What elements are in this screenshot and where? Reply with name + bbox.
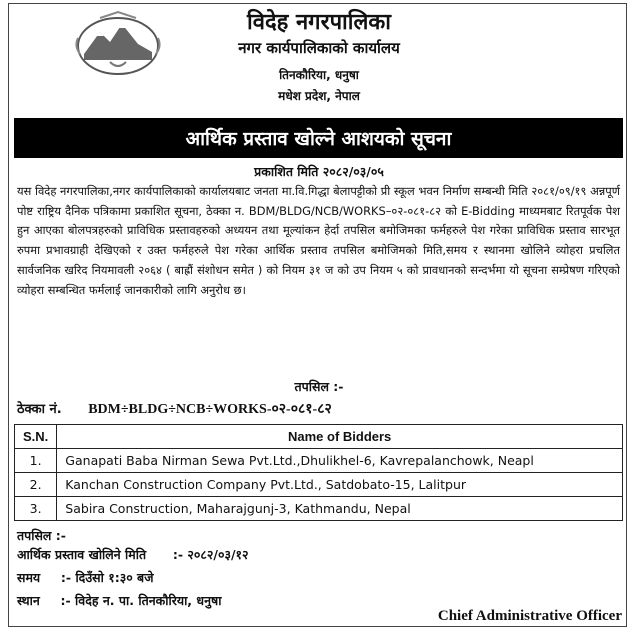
bidder-name: Kanchan Construction Company Pvt.Ltd., Satdobato-15, Lalitpur xyxy=(57,473,623,497)
bidders-table xyxy=(14,424,623,521)
time-label: समय xyxy=(17,570,41,585)
row-sn: 3. xyxy=(15,497,57,521)
notice-body: यस विदेह नगरपालिका,नगर कार्यपालिकाको कार्यालयबाट जनता मा.वि.गिद्धा बेलापट्टीको प्री स्कूल भवन निर्माण सम्बन्धी मिति २०८१/०९/१९ अन्नपूर्ण पोष्ट राष्ट्रिय दैनिक पत्रिकामा प्रकाशित सूचना, ठेक्का न. BDM/BLDG/NCB/WORKS–०२-०८१-८२ को E-Bidding माध्यमबाट रितपूर्वक पेश हुन आएका बोलपत्रहरुको प्राविधिक प्रस्तावहरुको अध्ययन तथा मूल्यांकन हेर्दा तपसिल बमोजिमका फर्महरुले पेश गरेका प्राविधिक प्रस्ताव सारभूत रुपमा प्रभावग्राही देखिएको र उक्त फर्महरुले पेश गरेका आर्थिक प्रस्ताव तपसिल बमोजिमको मिति,समय र स्थानमा खोलिने व्योहरा प्रचलित सार्वजनिक खरिद नियमावली २०६४ ( बाह्रौं संशोधन समेत ) को नियम ३१ ज को उप नियम ५ को प्रावधानको सन्दर्भमा यो सूचना सम्प्रेषण गरिएको व्योहरा सम्बन्धित फर्मलाई जानकारीको लागि अनुरोध छ। xyxy=(17,184,620,297)
notice-title: आर्थिक प्रस्ताव खोल्ने आशयको सूचना xyxy=(185,128,452,150)
place-line xyxy=(17,592,222,609)
row-sn: 2. xyxy=(15,473,57,497)
published-date: प्रकाशित मिति २०८२/०३/०५ xyxy=(254,164,384,179)
contract-line xyxy=(17,399,332,418)
row-sn: 1. xyxy=(15,449,57,473)
contract-label: ठेक्का नं. xyxy=(17,402,62,417)
contract-number: BDM÷BLDG÷NCB÷WORKS-०२-०८१-८२ xyxy=(88,402,332,417)
opening-date-line xyxy=(17,546,249,563)
signatory-title: Chief Administrative Officer xyxy=(437,608,622,624)
table-row xyxy=(15,497,623,521)
place-value: :- विदेह न. पा. तिनकौरिया, धनुषा xyxy=(60,593,222,608)
sn-header: S.N. xyxy=(15,425,57,449)
opening-date-value: :- २०८२/०३/१२ xyxy=(172,547,249,562)
notice-title-banner xyxy=(14,118,623,158)
time-value: :- दिउँसो १:३० बजे xyxy=(60,570,154,585)
time-line xyxy=(17,569,153,586)
bidder-name: Sabira Construction, Maharajgunj-3, Kathmandu, Nepal xyxy=(57,497,623,521)
province-line: मधेश प्रदेश, नेपाल xyxy=(278,89,360,103)
opening-date-label: आर्थिक प्रस्ताव खोलिने मिति xyxy=(17,547,147,562)
tapasil-heading: तपसिल :- xyxy=(294,379,344,394)
place-label: स्थान xyxy=(17,593,40,608)
table-row xyxy=(15,449,623,473)
bidder-name: Ganapati Baba Nirman Sewa Pvt.Ltd.,Dhulikhel-6, Kavrepalanchowk, Neapl xyxy=(57,449,623,473)
bidders-header: Name of Bidders xyxy=(57,425,623,449)
footer-tapasil: तपसिल :- xyxy=(17,528,66,543)
address-line: तिनकौरिया, धनुषा xyxy=(279,68,359,82)
table-header-row xyxy=(15,425,623,449)
municipality-title: विदेह नगरपालिका xyxy=(247,10,391,35)
office-title: नगर कार्यपालिकाको कार्यालय xyxy=(238,39,400,57)
table-row xyxy=(15,473,623,497)
